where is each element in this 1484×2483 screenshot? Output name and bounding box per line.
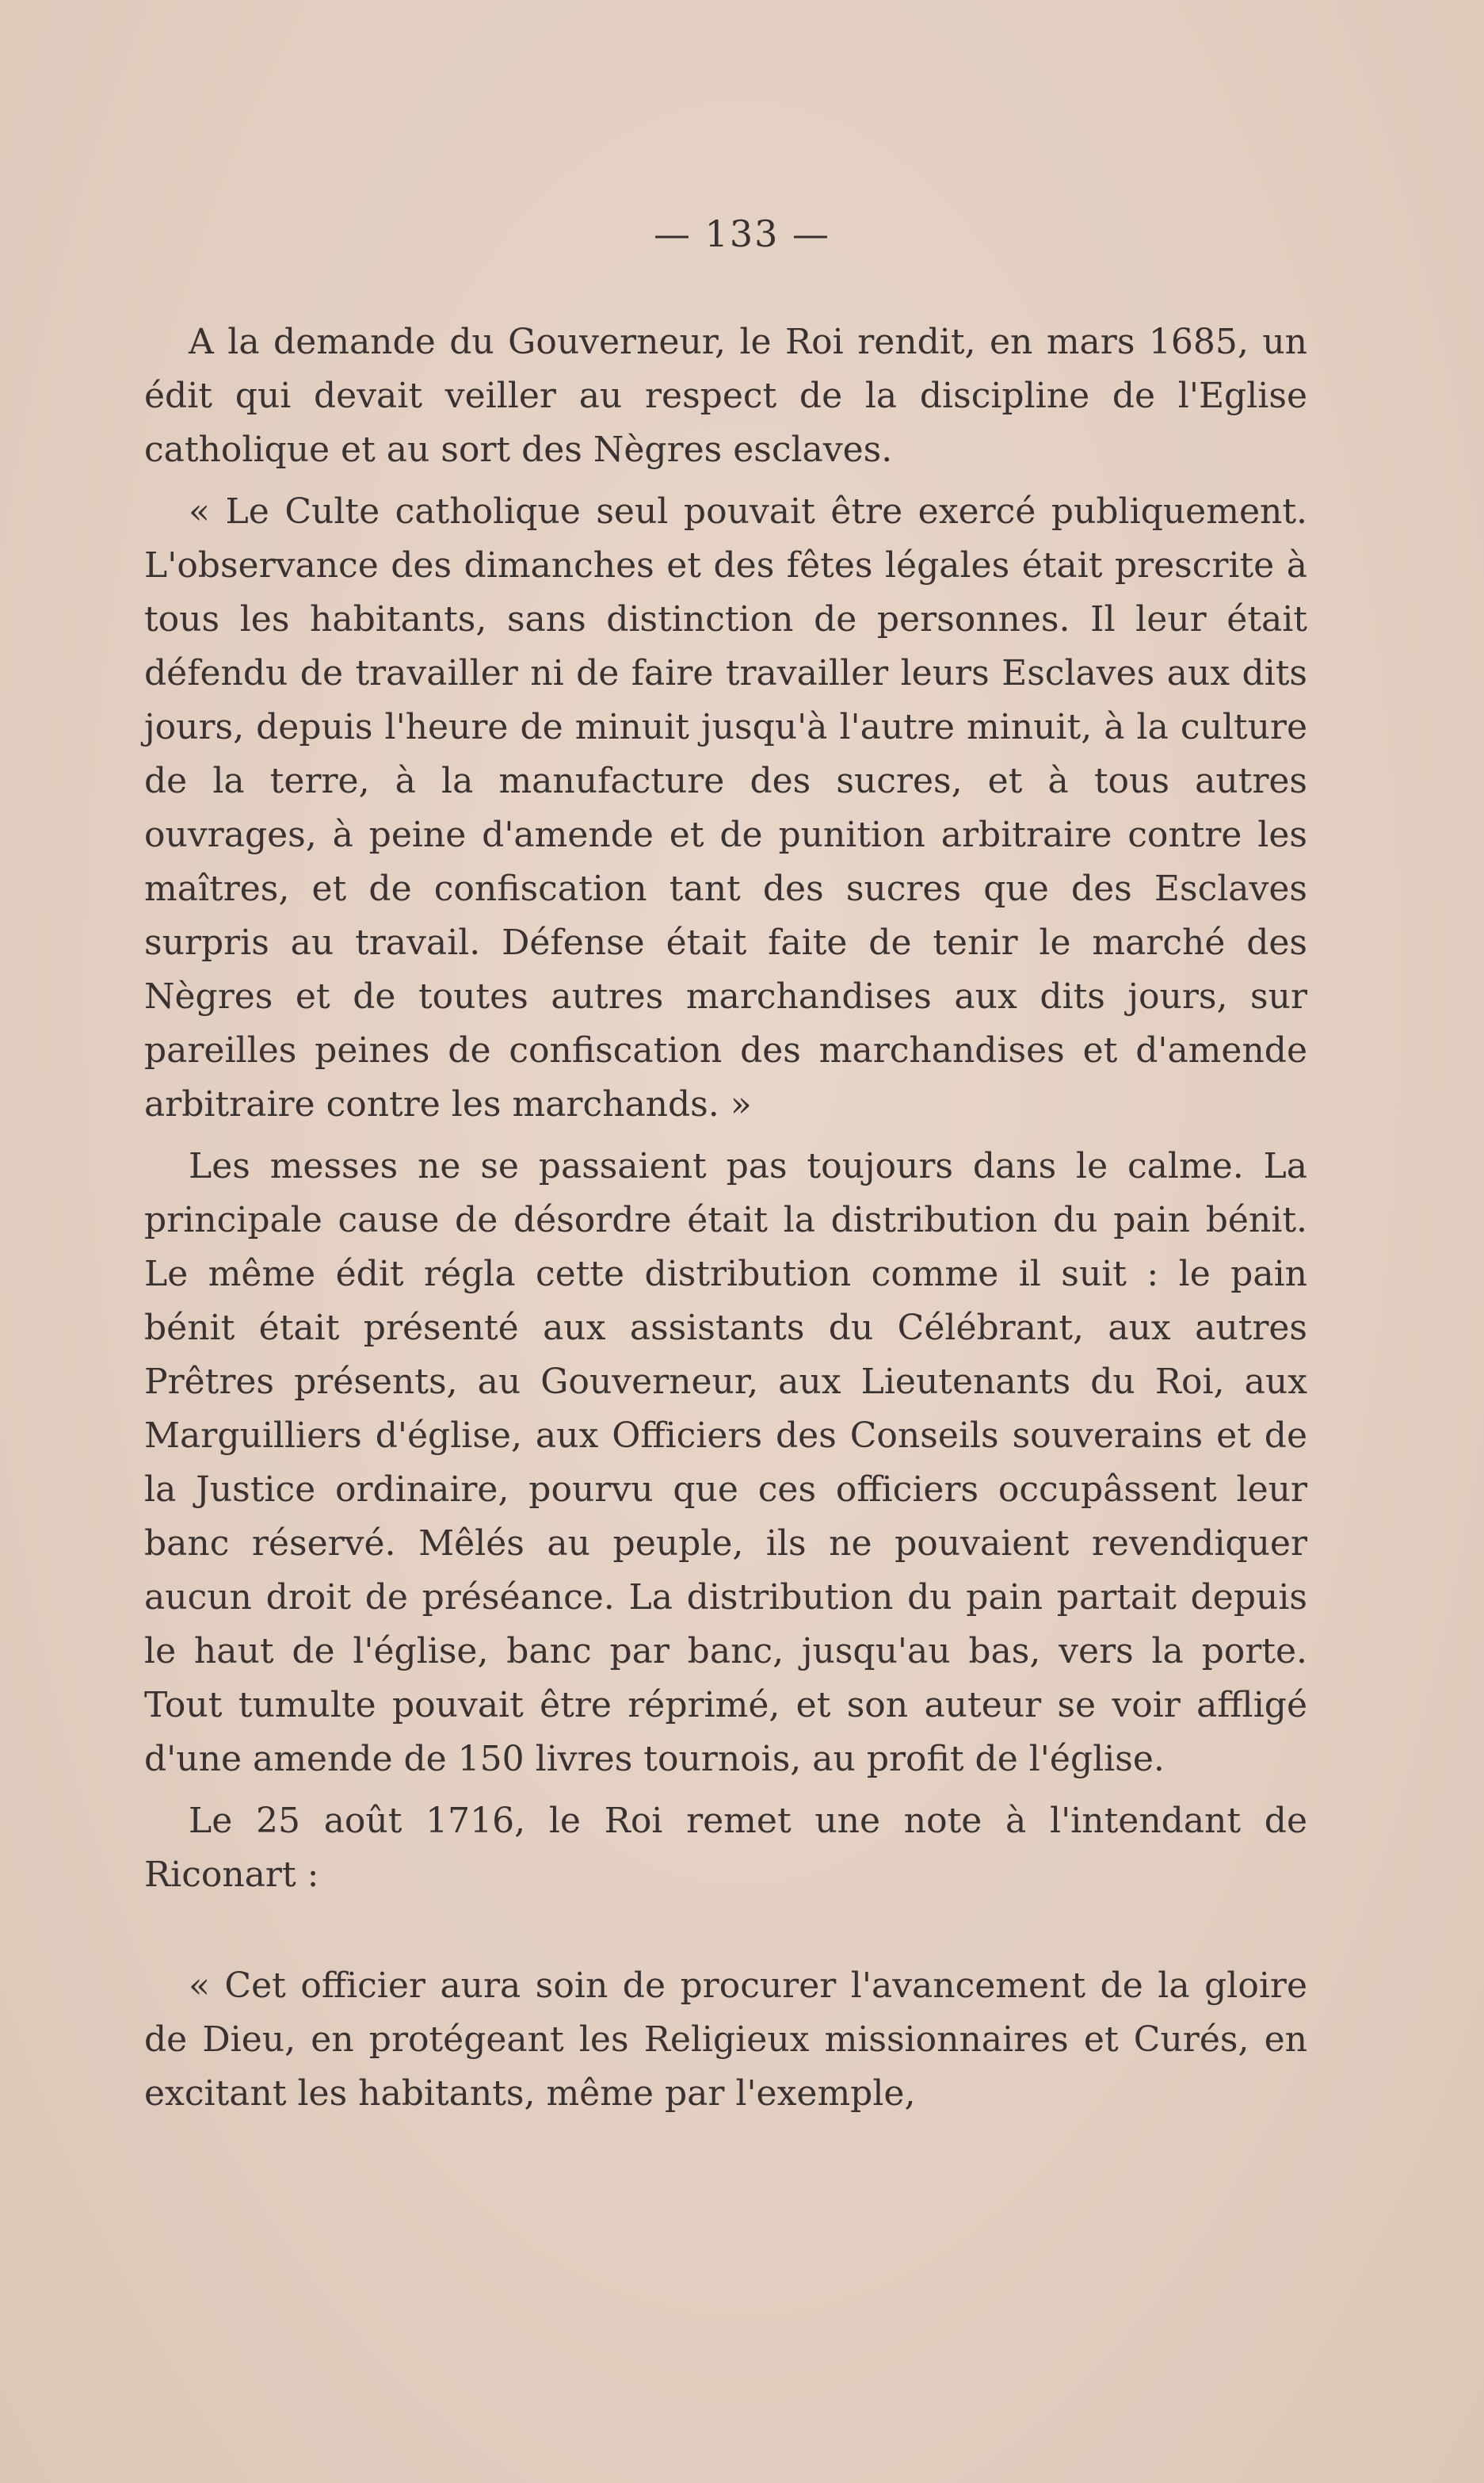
paragraph-note-1716: Le 25 août 1716, le Roi remet une note à l'intendant de Riconart : [144,1801,1307,1895]
paragraph-quote-culte: « Le Culte catholique seul pouvait être exercé publiquement. L'observance des dimanches et des fêtes légales était prescrite à tous les habitants, sans distinction de personnes. Il leur était défendu de travailler ni de faire travailler leurs Esclaves aux dits jours, depuis l'heure de minuit jusqu'à l'autre minuit, à la culture de la terre, à la manufacture des sucres, et à tous autres ouvrages, à peine d'amende et de punition arbitraire contre les maîtres, et de confiscation tant des sucres que des Esclaves surpris au travail. Défense était faite de tenir le marché des Nègres et de toutes autres marchandises aux dits jours, sur pareilles peines de confiscation des marchandises et d'amende arbitraire contre les marchands. » [144,491,1307,1125]
paragraph-messes: Les messes ne se passaient pas toujours dans le calme. La principale cause de désordre était la distribution du pain bénit. Le même édit régla cette distribution comme il suit : le pain bénit était présenté aux assistants du Célébrant, aux autres Prêtres présents, au Gouverneur, aux Lieutenants du Roi, aux Marguilliers d'église, aux Officiers des Conseils souverains et de la Justice ordinaire, pourvu que ces officiers occupâssent leur banc réservé. Mêlés au peuple, ils ne pouvaient revendiquer aucun droit de préséance. La distribution du pain partait depuis le haut de l'église, banc par banc, jusqu'au bas, vers la porte. Tout tumulte pouvait être réprimé, et son auteur se voir affligé d'une amende de 150 livres tournois, au profit de l'église. [144,1146,1307,1779]
body-text [144,315,1307,2121]
page-number: — 133 — [653,212,831,255]
paragraph-quote-officier: « Cet officier aura soin de procurer l'avancement de la gloire de Dieu, en protégeant les Religieux missionnaires et Curés, en excitant les habitants, même par l'exemple, [144,1965,1307,2114]
paragraph-edit-1685: A la demande du Gouverneur, le Roi rendit, en mars 1685, un édit qui devait veiller au respect de la discipline de l'Eglise catholique et au sort des Nègres esclaves. [144,322,1307,470]
